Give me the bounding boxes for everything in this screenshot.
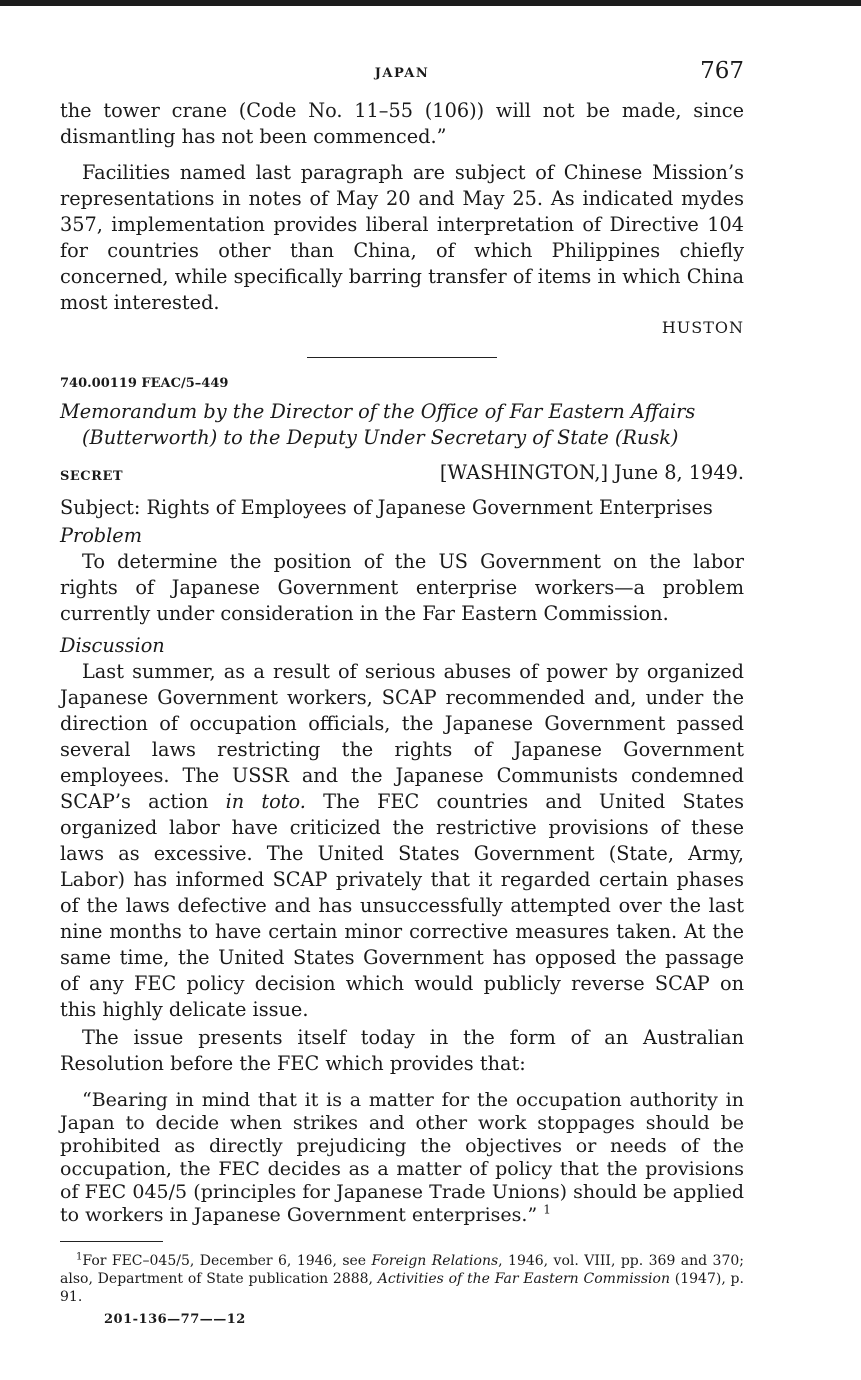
discussion-paragraph-1 xyxy=(60,659,744,1023)
discussion-p1-text-a: Last summer, as a result of serious abuses of power by organized Japanese Government workers, SCAP recommended and, under the direction of occupation officials, the Japanese Government passed several laws restricting the rights of Japanese Government employees. The USSR and the Japanese Communists condemned SCAP’s action xyxy=(60,660,744,813)
memo-title-line-1: Memorandum by the Director of the Office of Far Eastern Affairs xyxy=(60,400,696,423)
page xyxy=(60,58,744,1327)
discussion-p1-italic: in toto. xyxy=(225,790,306,813)
memo-title xyxy=(60,399,744,451)
memo-title-line-2: (Butterworth) to the Deputy Under Secretary of State (Rusk) xyxy=(82,426,679,449)
footnote-reference: 1 xyxy=(543,1202,551,1217)
continuation-paragraph: the tower crane (Code No. 11–55 (106)) will not be made, since dismantling has not been commenced.” xyxy=(60,99,744,148)
facilities-paragraph: Facilities named last paragraph are subject of Chinese Mission’s representations in notes of May 20 and May 25. As indicated mydes 357, implementation provides liberal interpretation of Directive 104 for countries other than China, of which Philippines chiefly concerned, while specifically barring transfer of items in which China most interested. xyxy=(60,161,744,314)
discussion-paragraph-2: The issue presents itself today in the form of an Australian Resolution before the FEC which provides that: xyxy=(60,1026,744,1075)
section-divider xyxy=(307,357,497,358)
problem-heading: Problem xyxy=(60,524,143,547)
running-head xyxy=(60,58,744,98)
footnote-marker: 1 xyxy=(76,1251,83,1263)
print-code: 201-136—77——12 xyxy=(104,1312,246,1327)
footnote-text-d: Activities of the Far Eastern Commission xyxy=(377,1271,670,1287)
discussion-heading: Discussion xyxy=(60,634,165,657)
classification: SECRET xyxy=(60,469,124,484)
subject-line: Subject: Rights of Employees of Japanese Government Enterprises xyxy=(60,496,713,519)
discussion-p1-text-b: The FEC countries and United States organized labor have criticized the restrictive provisions of these laws as excessive. The United States Government (State, Army, Labor) has informed SCAP privately that it regarded certain phases of the laws defective and has unsuccessfully attempted over the last nine months to have certain minor corrective measures taken. At the same time, the United States Government has opposed the passage of any FEC policy decision which would publicly reverse SCAP on this highly delicate issue. xyxy=(60,790,744,1021)
problem-paragraph: To determine the position of the US Government on the labor rights of Japanese Government enterprise workers—a problem currently under consideration in the Far Eastern Commission. xyxy=(60,550,744,625)
footnote-text-e: (1947), p. 91. xyxy=(60,1271,744,1305)
footnote-rule xyxy=(60,1241,163,1242)
signature: HUSTON xyxy=(661,318,744,337)
footnote-text-b: Foreign Relations xyxy=(371,1253,499,1269)
date: [WASHINGTON,] June 8, 1949. xyxy=(439,461,744,484)
quote-text: “Bearing in mind that it is a matter for the occupation authority in Japan to decide when strikes and other work stoppages should be prohibited as directly prejudicing the objectives or needs of the occupation, the FEC decides as a matter of policy that the provisions of FEC 045/5 (principles for Japanese Trade Unions) should be applied to workers in Japanese Government enterprises.” xyxy=(60,1089,744,1226)
dateline xyxy=(60,461,744,491)
file-number: 740.00119 FEAC/5–449 xyxy=(60,376,229,391)
page-number: 767 xyxy=(700,58,744,84)
running-head-section: JAPAN xyxy=(374,66,430,81)
top-border-rule xyxy=(0,0,861,6)
resolution-quote xyxy=(60,1089,744,1227)
footnote xyxy=(60,1252,744,1306)
footnote-text-a: For FEC–045/5, December 6, 1946, see xyxy=(82,1253,372,1269)
footnote-text-c: , 1946, vol. VIII, pp. 369 and 370; also, Department of State publication 2888, xyxy=(60,1253,744,1287)
